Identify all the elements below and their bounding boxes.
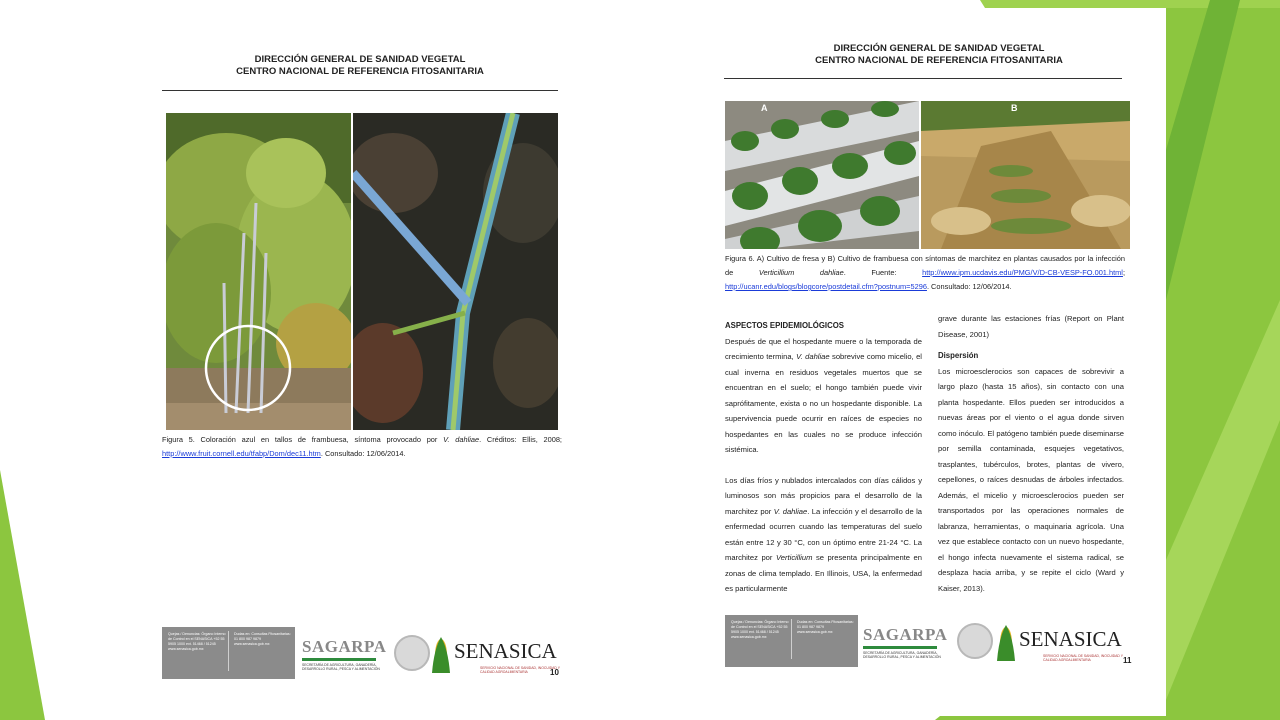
col1-p2-text-b: . La infección y el desarrollo de la enfermedad ocurren cuando las temperaturas del suelo están entre 12 y 30 °C, con un óptimo entre 21-24 °C. La marchitez por: [725, 506, 922, 562]
col1-p1-italic: V. dahliae: [796, 352, 830, 361]
bottom-green-band: [935, 716, 1166, 720]
blue-stem-closeup-photo: [353, 113, 558, 430]
col1-p2-text-c: se presenta principalmente en zonas de clima templado. En Illinois, USA, la enfermedad es particularmente: [725, 553, 922, 593]
page-number: 11: [1123, 656, 1132, 665]
sagarpa-logo-bar: [863, 646, 937, 649]
header-divider: [724, 78, 1122, 79]
body-column-2: [938, 311, 1124, 611]
left-green-triangle: [0, 470, 45, 720]
figure-5-source-link[interactable]: http://www.fruit.cornell.edu/tfabp/Dom/dec11.htm: [162, 449, 321, 458]
caption-text-part-3: . Consultado: 12/06/2014.: [320, 449, 406, 458]
page-footer: [725, 615, 1145, 667]
senasica-subtitle: SERVICIO NACIONAL DE SANIDAD, INOCUIDAD Y CALIDAD AGROALIMENTARIA: [480, 666, 560, 674]
col1-p2-text-a: Los días fríos y nublados intercalados con días cálidos y luminosos son más propicios para el desarrollo de la marchitez por: [725, 475, 922, 516]
col2-paragraph-1: grave durante las estaciones frías (Report on Plant Disease, 2001): [938, 314, 1124, 339]
footer-box-divider: [791, 619, 792, 659]
subsection-title: Dispersión: [938, 351, 979, 360]
footer-box-divider: [228, 631, 229, 671]
figure-6-source-link-1[interactable]: http://www.ipm.ucdavis.edu/PMG/V/D-CB-VESP-FO.001.html: [922, 268, 1123, 277]
photo-b-label: B: [1011, 103, 1018, 113]
caption-text-part-3: ;: [1122, 268, 1125, 277]
caption-text-part-2: . Fuente:: [843, 268, 923, 277]
col1-p1-text-a: Después de que el hospedante muere o la temporada de crecimiento termina,: [725, 336, 922, 361]
senasica-subtitle: SERVICIO NACIONAL DE SANIDAD, INOCUIDAD Y CALIDAD AGROALIMENTARIA: [1043, 654, 1123, 662]
col1-p2-italic-2: Verticillium: [775, 553, 813, 562]
header-line-2: CENTRO NACIONAL DE REFERENCIA FITOSANITARIA: [815, 55, 1063, 66]
page-header: [712, 43, 1166, 67]
national-seal-icon: [957, 623, 993, 659]
footer-questions-text: Dudas en: Consultas Fitosanitarias: 01 800 987 9879 www.senasica.gob.mx: [234, 632, 291, 646]
corn-icon: [995, 617, 1017, 663]
page-header: [150, 54, 570, 78]
senasica-logo: SENASICA: [1019, 627, 1122, 651]
col1-p1-text-b: sobrevive como micelio, el cual inverna en residuos vegetales muertos que se encuentran en el suelo; el hongo también puede vivir saprófitamente, exista o no un hospedante disponible. La supervivencia puede ocurrir en raíces de especies no hospedantes en las cuales no se produce infección sistémica.: [725, 352, 922, 454]
caption-text-part-4: . Consultado: 12/06/2014.: [926, 282, 1012, 291]
page-number: 10: [550, 668, 559, 677]
col1-paragraph-1: [725, 334, 922, 458]
sagarpa-subtitle: SECRETARÍA DE AGRICULTURA, GANADERÍA, DESARROLLO RURAL, PESCA Y ALIMENTACIÓN: [302, 663, 380, 671]
sagarpa-logo-bar: [302, 658, 376, 661]
document-page-right: [712, 8, 1166, 716]
col1-paragraph-2: [725, 473, 922, 597]
sagarpa-logo: SAGARPA: [863, 625, 948, 644]
sagarpa-subtitle: SECRETARÍA DE AGRICULTURA, GANADERÍA, DESARROLLO RURAL, PESCA Y ALIMENTACIÓN: [863, 651, 941, 659]
header-line-2: CENTRO NACIONAL DE REFERENCIA FITOSANITARIA: [236, 66, 484, 77]
senasica-logo: SENASICA: [454, 639, 557, 663]
col1-p2-italic-1: V. dahliae: [773, 506, 808, 516]
page-footer: [162, 627, 572, 679]
photo-a-label: A: [761, 103, 768, 113]
corn-icon: [430, 629, 452, 675]
caption-text-part-2: . Créditos: Ellis, 2008;: [479, 435, 562, 444]
footer-complaints-text: Quejas / Denuncias: Órgano Interno de Control en el SENASICA +52 55 5905 1000 ext. 51468 / 51245 www.senasica.gob.mx: [168, 632, 226, 651]
header-line-1: DIRECCIÓN GENERAL DE SANIDAD VEGETAL: [833, 43, 1045, 54]
footer-contact-box: [725, 615, 858, 667]
body-column-1: [725, 318, 922, 612]
caption-text-part-1: Figura 6. A) Cultivo de fresa y B) Cultivo de frambuesa con síntomas de marchitez en plantas causados por la infección de: [725, 254, 1125, 277]
strawberry-crop-photo-a: [725, 101, 919, 249]
footer-contact-box: [162, 627, 295, 679]
footer-complaints-text: Quejas / Denuncias: Órgano Interno de Control en el SENASICA +52 55 5905 1000 ext. 51468 / 51245 www.senasica.gob.mx: [731, 620, 789, 639]
caption-text-part-1: Figura 5. Coloración azul en tallos de frambuesa, síntoma provocado por: [162, 435, 444, 444]
raspberry-bush-photo: [166, 113, 351, 430]
document-page-left: [150, 30, 570, 690]
header-divider: [162, 90, 558, 91]
header-line-1: DIRECCIÓN GENERAL DE SANIDAD VEGETAL: [254, 54, 466, 65]
figure-5-caption: [162, 433, 562, 461]
raspberry-crop-photo-b: [921, 101, 1130, 249]
figure-6-source-link-2[interactable]: http://ucanr.edu/blogs/blogcore/postdetail.cfm?postnum=5296: [725, 282, 927, 291]
sagarpa-logo: SAGARPA: [302, 637, 387, 656]
figure-6-caption: [725, 252, 1125, 294]
national-seal-icon: [394, 635, 430, 671]
col2-paragraph-2: Los microesclerocios son capaces de sobrevivir a largo plazo (hasta 15 años), sin contacto con una planta hospedante. Ellos pueden ser introducidos a nuevas áreas por el viento o el agua donde sirven como inóculo. El patógeno también puede diseminarse por semilla contaminada, esquejes vegetativos, trasplantes, tubérculos, brotes, plantas de vivero, cepellones, o raíces desnudas de árboles infectados. Además, el micelio y microesclerocios pueden ser transportados por las operaciones normales de labranza, herramientas, o maquinaria agrícola. Una vez que establece contacto con un nuevo hospedante, el hongo infecta nuevamente el sistema radical, se desplaza hacia arriba, y se repite el ciclo (Ward y Kaiser, 2013).: [938, 366, 1124, 593]
caption-species-italic: Verticillium dahliae: [758, 268, 844, 277]
section-title: ASPECTOS EPIDEMIOLÓGICOS: [725, 321, 844, 330]
caption-species-italic: V. dahliae: [443, 435, 480, 444]
footer-questions-text: Dudas en: Consultas Fitosanitarias: 01 800 987 9879 www.senasica.gob.mx: [797, 620, 854, 634]
